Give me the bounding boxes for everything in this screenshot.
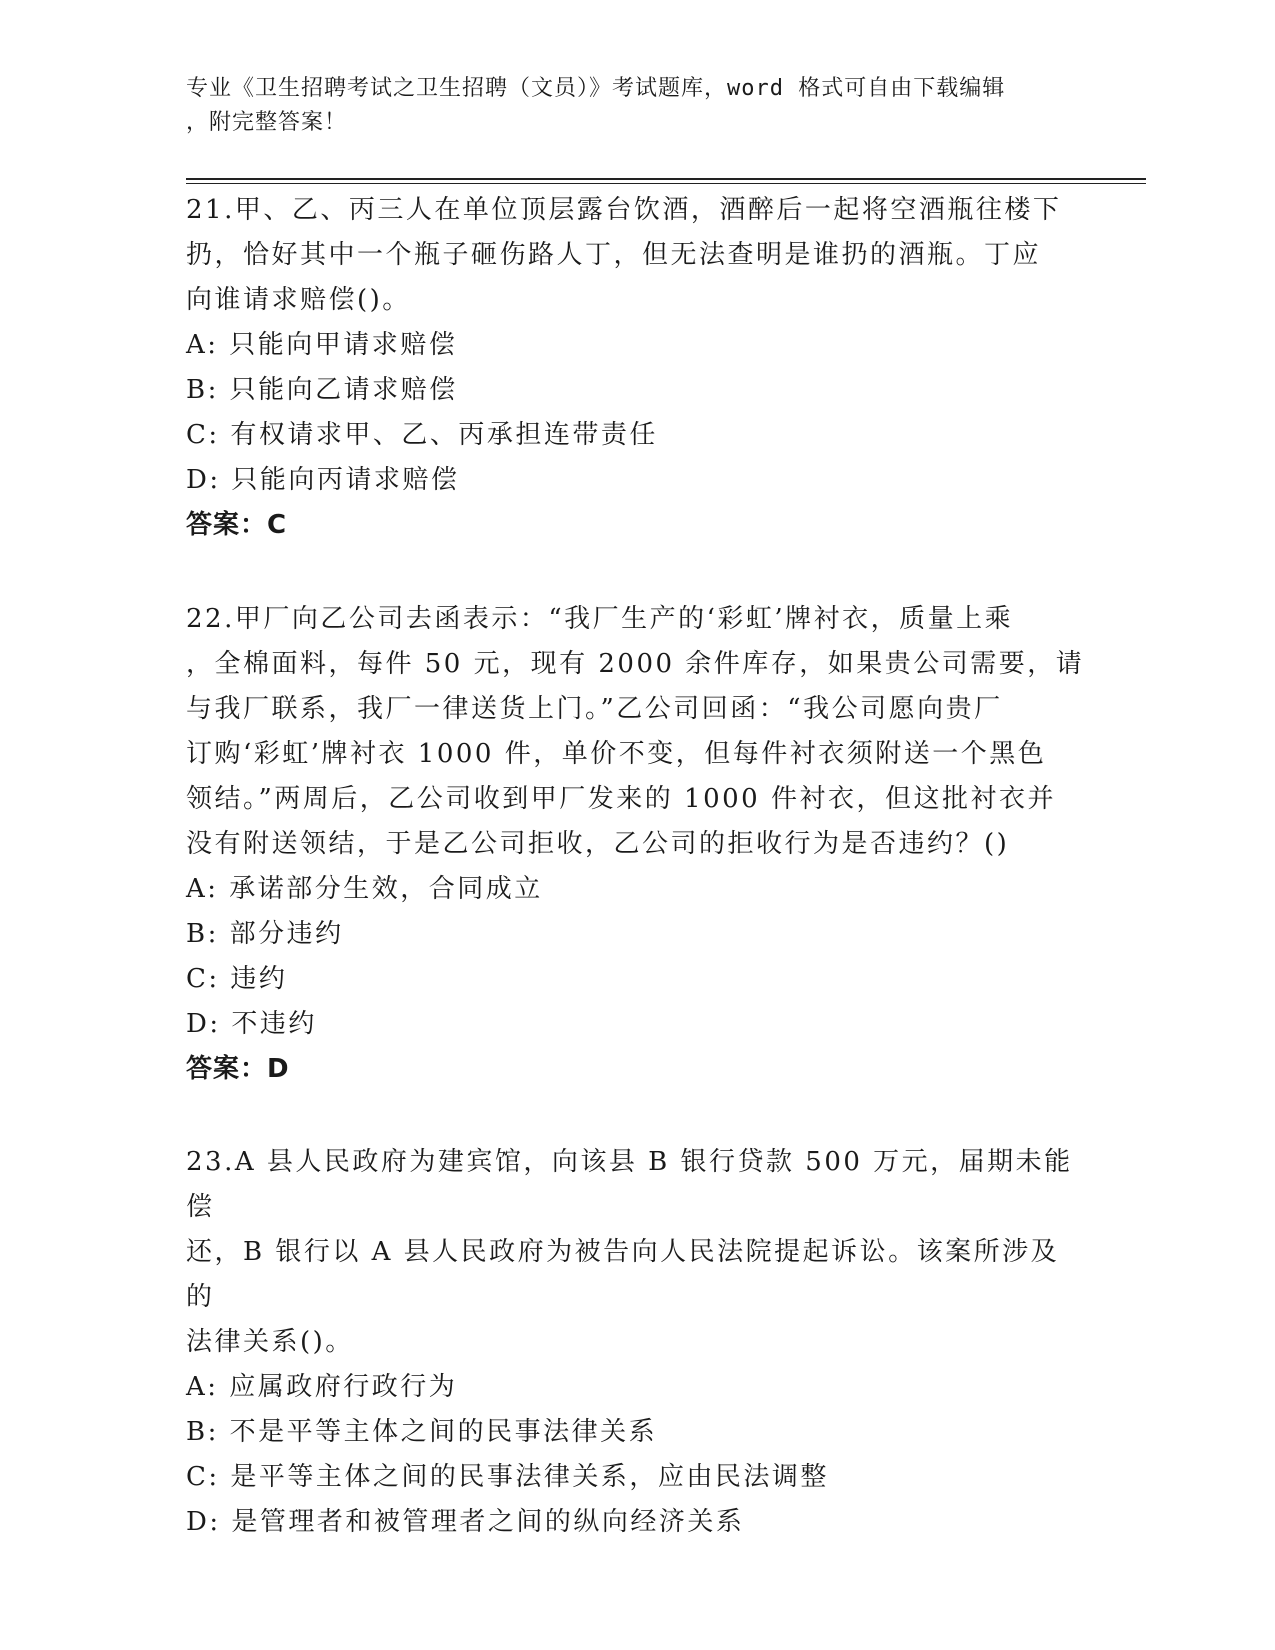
stem-line: 没有附送领结，于是乙公司拒收，乙公司的拒收行为是否违约？() <box>186 829 1010 859</box>
option-a: A: 应属政府行政行为 <box>186 1372 458 1402</box>
option-c: C: 违约 <box>186 964 288 994</box>
option-b: B: 不是平等主体之间的民事法律关系 <box>186 1417 658 1447</box>
header-divider-thin <box>186 183 1146 184</box>
option-a: A: 承诺部分生效，合同成立 <box>186 874 543 904</box>
header-divider-thick <box>186 178 1146 180</box>
option-a: A: 只能向甲请求赔偿 <box>186 330 458 360</box>
stem-line: 23.A 县人民政府为建宾馆，向该县 B 银行贷款 500 万元，届期未能偿 <box>186 1147 1073 1222</box>
stem-line: 21.甲、乙、丙三人在单位顶层露台饮酒，酒醉后一起将空酒瓶往楼下 <box>186 195 1062 225</box>
header-line-2: ，附完整答案！ <box>186 110 348 135</box>
option-d: D: 不违约 <box>186 1009 317 1039</box>
question-stem <box>186 188 1086 323</box>
stem-line: 22.甲厂向乙公司去函表示：“我厂生产的‘彩虹’牌衬衣，质量上乘 <box>186 604 1014 634</box>
stem-line: ，全棉面料，每件 50 元，现有 2000 余件库存，如果贵公司需要，请 <box>186 649 1085 679</box>
page-header <box>186 72 1066 140</box>
option-b: B: 部分违约 <box>186 919 344 949</box>
option-c: C: 有权请求甲、乙、丙承担连带责任 <box>186 420 658 450</box>
option-d: D: 是管理者和被管理者之间的纵向经济关系 <box>186 1507 745 1537</box>
question-stem <box>186 597 1086 867</box>
option-c: C: 是平等主体之间的民事法律关系，应由民法调整 <box>186 1462 829 1492</box>
answer-label: 答案：C <box>186 510 288 540</box>
stem-line: 向谁请求赔偿()。 <box>186 285 411 315</box>
stem-line: 订购‘彩虹’牌衬衣 1000 件，单价不变，但每件衬衣须附送一个黑色 <box>186 739 1047 769</box>
question-21 <box>186 188 1086 548</box>
question-22 <box>186 597 1086 1092</box>
stem-line: 与我厂联系，我厂一律送货上门。”乙公司回函：“我公司愿向贵厂 <box>186 694 1003 724</box>
stem-line: 领结。”两周后，乙公司收到甲厂发来的 1000 件衬衣，但这批衬衣并 <box>186 784 1056 814</box>
question-stem <box>186 1140 1086 1365</box>
stem-line: 扔，恰好其中一个瓶子砸伤路人丁，但无法查明是谁扔的酒瓶。丁应 <box>186 240 1042 270</box>
stem-line: 法律关系()。 <box>186 1327 354 1357</box>
option-d: D: 只能向丙请求赔偿 <box>186 465 460 495</box>
question-23 <box>186 1140 1086 1545</box>
option-b: B: 只能向乙请求赔偿 <box>186 375 458 405</box>
header-line-1: 专业《卫生招聘考试之卫生招聘（文员）》考试题库，word 格式可自由下载编辑 <box>186 76 1006 101</box>
stem-line: 还，B 银行以 A 县人民政府为被告向人民法院提起诉讼。该案所涉及的 <box>186 1237 1060 1312</box>
answer-label: 答案：D <box>186 1054 290 1084</box>
